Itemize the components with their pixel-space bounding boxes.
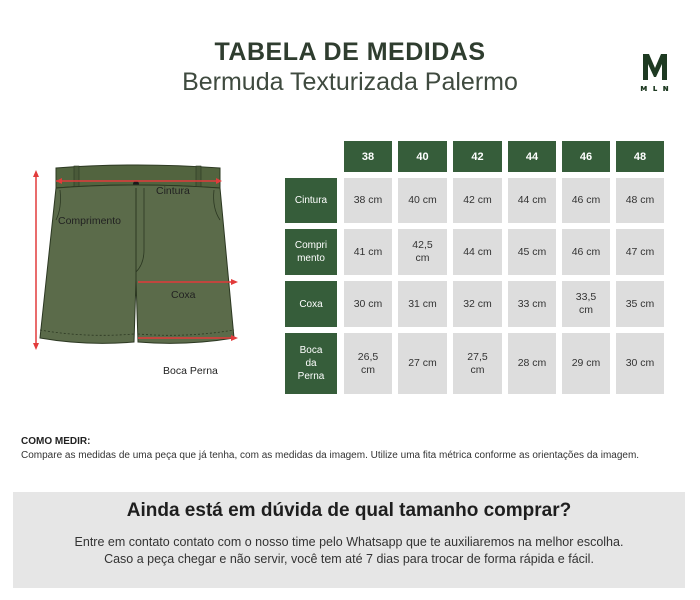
table-cell: 42 cm xyxy=(453,178,502,223)
row-label-waist: Cintura xyxy=(285,178,337,223)
row-label-leg-opening: Boca da Perna xyxy=(285,333,337,394)
table-cell: 41 cm xyxy=(344,229,392,275)
table-cell: 47 cm xyxy=(616,229,664,275)
how-to-measure-title: COMO MEDIR: xyxy=(21,436,91,447)
table-cell: 29 cm xyxy=(562,333,610,394)
shorts-diagram xyxy=(26,160,256,370)
help-banner xyxy=(13,492,685,588)
waist-label: Cintura xyxy=(156,185,190,197)
size-header-42: 42 xyxy=(453,141,502,172)
thigh-label: Coxa xyxy=(171,289,196,301)
mjn-logo-icon xyxy=(640,50,670,92)
table-cell: 42,5 cm xyxy=(398,229,447,275)
table-cell: 32 cm xyxy=(453,281,502,327)
table-cell: 26,5 cm xyxy=(344,333,392,394)
table-cell: 46 cm xyxy=(562,178,610,223)
table-cell: 46 cm xyxy=(562,229,610,275)
size-header-48: 48 xyxy=(616,141,664,172)
how-to-measure-text: Compare as medidas de uma peça que já tenha, com as medidas da imagem. Utilize uma fita métrica conforme as orientações da imagem. xyxy=(21,450,640,461)
table-cell: 33 cm xyxy=(508,281,556,327)
table-cell: 33,5 cm xyxy=(562,281,610,327)
table-cell: 40 cm xyxy=(398,178,447,223)
table-cell: 31 cm xyxy=(398,281,447,327)
table-cell: 30 cm xyxy=(344,281,392,327)
table-cell: 35 cm xyxy=(616,281,664,327)
page-title: TABELA DE MEDIDAS xyxy=(214,38,486,66)
table-cell: 30 cm xyxy=(616,333,664,394)
table-cell: 44 cm xyxy=(453,229,502,275)
svg-text:ᴍ ʟ ɴ: ᴍ ʟ ɴ xyxy=(640,84,670,92)
table-cell: 28 cm xyxy=(508,333,556,394)
table-cell: 27,5 cm xyxy=(453,333,502,394)
table-cell: 27 cm xyxy=(398,333,447,394)
row-label-length: Compri mento xyxy=(285,229,337,275)
table-cell: 48 cm xyxy=(616,178,664,223)
size-header-38: 38 xyxy=(344,141,392,172)
banner-line-2: Caso a peça chegar e não servir, você tem até 7 dias para trocar de forma rápida e fácil. xyxy=(104,552,594,566)
banner-title: Ainda está em dúvida de qual tamanho comprar? xyxy=(126,500,572,521)
size-header-46: 46 xyxy=(562,141,610,172)
row-label-thigh: Coxa xyxy=(285,281,337,327)
table-cell: 38 cm xyxy=(344,178,392,223)
length-label: Comprimento xyxy=(58,215,122,227)
size-header-44: 44 xyxy=(508,141,556,172)
size-header-40: 40 xyxy=(398,141,447,172)
page-subtitle: Bermuda Texturizada Palermo xyxy=(182,68,518,96)
leg-opening-label: Boca Perna xyxy=(163,365,218,377)
table-cell: 45 cm xyxy=(508,229,556,275)
table-cell: 44 cm xyxy=(508,178,556,223)
banner-line-1: Entre em contato contato com o nosso time pelo Whatsapp que te auxiliaremos na melhor escolha. xyxy=(74,535,624,549)
